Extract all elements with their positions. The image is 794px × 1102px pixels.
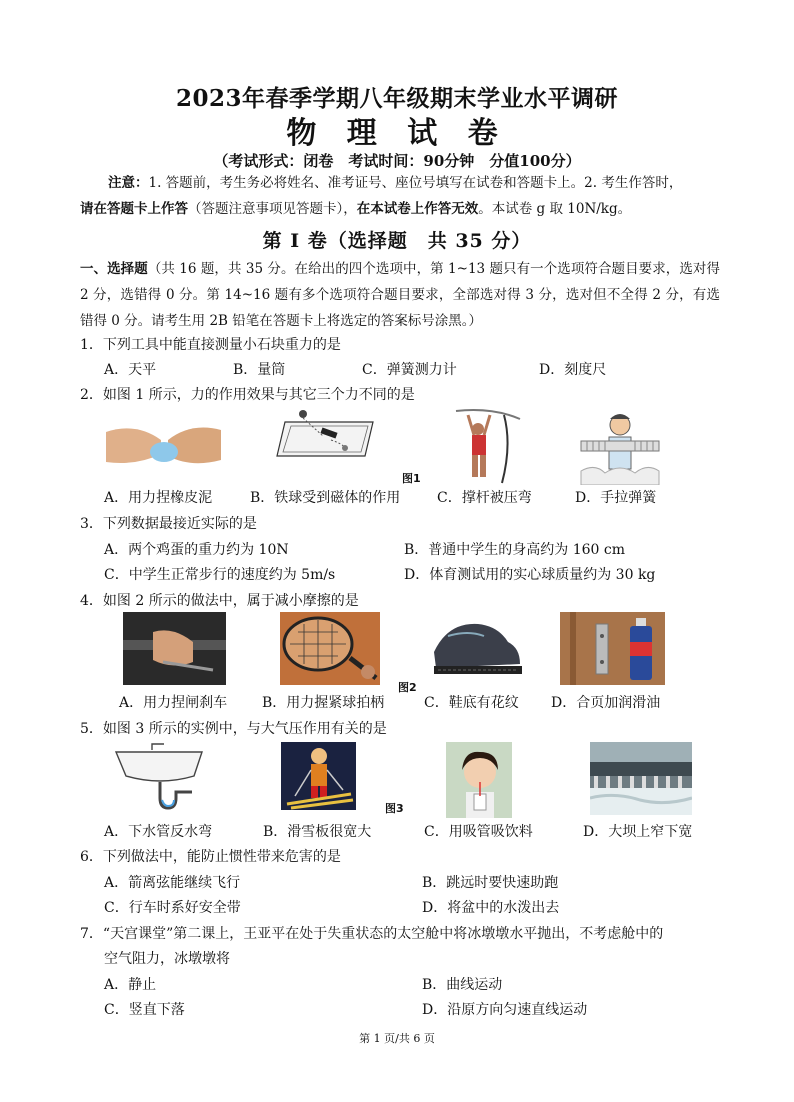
question-6-option-b: B．跳远时要快速助跑	[422, 875, 559, 891]
exam-info: （考试形式：闭卷 考试时间：90分钟 分值100分）	[213, 152, 581, 170]
question-4-option-c: C．鞋底有花纹	[424, 695, 519, 711]
tennis-racket-image	[280, 612, 380, 685]
question-6-option-d: D．将盆中的水泼出去	[422, 900, 560, 916]
question-5-option-c: C．用吸管吸饮料	[424, 824, 533, 840]
magnet-iron-ball-image	[273, 408, 383, 466]
exam-title: 2023年春季学期八年级期末学业水平调研	[175, 85, 618, 112]
question-7-stem-continued: 空气阻力，冰墩墩将	[104, 951, 230, 967]
question-4-stem: 4．如图 2 所示的做法中，属于减小摩擦的是	[80, 593, 359, 609]
question-2-option-b: B．铁球受到磁体的作用	[250, 490, 401, 506]
question-1-stem: 1．下列工具中能直接测量小石块重力的是	[80, 337, 341, 353]
question-3-stem: 3．下列数据最接近实际的是	[80, 516, 257, 532]
question-3-option-d: D．体育测试用的实心球质量约为 30 kg	[404, 567, 656, 583]
dam-image	[590, 742, 692, 815]
pole-vault-image	[452, 405, 524, 485]
skier-image	[281, 742, 356, 810]
subject-title: 物 理 试 卷	[286, 116, 508, 151]
question-2-option-a: A．用力捏橡皮泥	[104, 490, 213, 506]
notice-text-2: （答题注意事项见答题卡），	[188, 201, 357, 217]
section-intro-text: （共 16 题，共 35 分。在给出的四个选项中，第 1~13 题只有一个选项符合题目要求，选对得 2 分，选错得 0 分。第 14~16 题有多个选项符合题目要求，全部选对得 3 分，选对但不全得 2 分，有选错得 0 分。请考生用 2B 铅笔在答题卡上将选定的答案标号涂黑。）	[80, 261, 720, 329]
question-4-option-b: B．用力握紧球拍柄	[262, 695, 385, 711]
question-2-option-c: C．撑杆被压弯	[437, 490, 532, 506]
hands-pulling-spring-image	[575, 405, 665, 485]
hands-squeezing-clay-image	[106, 414, 221, 474]
question-2-stem: 2．如图 1 所示，力的作用效果与其它三个力不同的是	[80, 387, 415, 403]
figure-3-label: 图3	[385, 802, 404, 815]
section-title: 第 I 卷（选择题 共 35 分）	[262, 230, 532, 252]
question-1-option-b: B．量筒	[233, 362, 286, 378]
question-7-option-d: D．沿原方向匀速直线运动	[422, 1002, 588, 1018]
notice-bold-1: 请在答题卡上作答	[80, 201, 188, 217]
question-6-option-c: C．行车时系好安全带	[104, 900, 241, 916]
section-intro	[80, 256, 720, 334]
question-7-option-c: C．竖直下落	[104, 1002, 185, 1018]
question-7-option-b: B．曲线运动	[422, 977, 503, 993]
question-3-option-a: A．两个鸡蛋的重力约为 10N	[104, 542, 289, 558]
question-7-stem: 7．“天宫课堂”第二课上，王亚平在处于失重状态的太空舱中将冰墩墩水平抛出，不考虑舱中的	[80, 926, 664, 942]
child-drinking-straw-image	[446, 742, 512, 818]
question-5-option-a: A．下水管反水弯	[104, 824, 213, 840]
question-6-option-a: A．箭离弦能继续飞行	[104, 875, 241, 891]
question-3-option-c: C．中学生正常步行的速度约为 5m/s	[104, 567, 336, 583]
hinge-oil-spray-image	[560, 612, 665, 685]
question-6-stem: 6．下列做法中，能防止惯性带来危害的是	[80, 849, 341, 865]
question-4-option-a: A．用力捏闸刹车	[119, 695, 228, 711]
notice-paragraph	[80, 170, 720, 222]
question-2-option-d: D．手拉弹簧	[575, 490, 657, 506]
question-1-option-c: C．弹簧测力计	[362, 362, 457, 378]
notice-text-3: 。本试卷 g 取 10N/kg。	[478, 201, 632, 217]
question-1-option-a: A．天平	[104, 362, 157, 378]
page-footer: 第 1 页/共 6 页	[359, 1032, 435, 1045]
question-5-option-d: D．大坝上窄下宽	[583, 824, 693, 840]
question-5-stem: 5．如图 3 所示的实例中，与大气压作用有关的是	[80, 721, 387, 737]
notice-bold-2: 在本试卷上作答无效	[356, 201, 479, 217]
question-7-option-a: A．静止	[104, 977, 157, 993]
figure-2-label: 图2	[398, 681, 417, 694]
notice-label: 注意：	[108, 175, 149, 191]
question-3-option-b: B．普通中学生的身高约为 160 cm	[404, 542, 626, 558]
figure-1-label: 图1	[402, 472, 421, 485]
section-intro-label: 一、选择题	[80, 261, 148, 277]
bike-brake-image	[123, 612, 226, 685]
notice-text-1: 1. 答题前，考生务必将姓名、准考证号、座位号填写在试卷和答题卡上。2. 考生作答时，	[148, 175, 683, 191]
sink-drain-trap-image	[112, 742, 207, 817]
question-4-option-d: D．合页加润滑油	[551, 695, 661, 711]
question-1-option-d: D．刻度尺	[539, 362, 607, 378]
question-5-option-b: B．滑雪板很宽大	[263, 824, 372, 840]
sneaker-image	[428, 612, 525, 685]
